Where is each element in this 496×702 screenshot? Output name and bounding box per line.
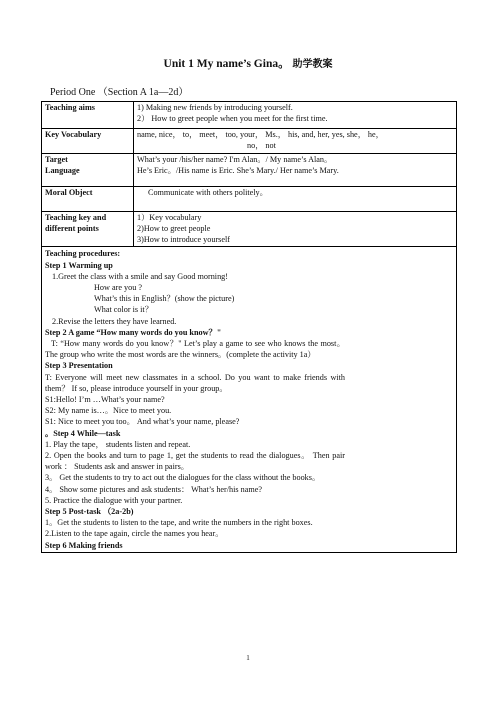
- title-main: Unit 1 My name’s Gina。: [163, 58, 290, 70]
- step-2-title: Step 2 A game “How many words do you know？": [45, 327, 222, 337]
- row-target-language: [42, 154, 457, 187]
- vocab-line: no， not: [247, 140, 276, 150]
- step-4-line: 2. Open the books and turn to page 1, get the students to read the dialogues。 Then pair work ： Students ask and answer in pairs。: [45, 451, 345, 472]
- lesson-plan-table: [41, 101, 457, 553]
- target-language-content: [134, 154, 457, 187]
- procedures-content: [42, 247, 457, 552]
- step-5-title: Step 5 Post-task （2a-2b): [45, 507, 134, 517]
- step-5-line: 2.Listen to the tape again, circle the names you hear。: [45, 529, 224, 539]
- step-4-title: 。Step 4 While—task: [45, 428, 121, 438]
- step-4-line: 4。 Show some pictures and ask students： What’s her/his name?: [45, 484, 263, 494]
- step-3-text: T: Everyone will meet new classmates in a school. Do you want to make friends with them？ If so, please introduce yourself in your group。: [45, 372, 345, 393]
- step-1-line: How are you ?: [94, 283, 142, 292]
- step-2-text: T: “How many words do you know？" Let’s play a game to see who knows the most。 The group who write the most words are the winners。(complete the activity 1a）: [45, 339, 345, 360]
- step-1-line: What’s this in English？(show the picture): [94, 294, 235, 304]
- step-4-line: 3。 Get the students to try to act out the dialogues for the class without the books。: [45, 473, 321, 483]
- page-number: 1: [246, 654, 250, 662]
- row-moral-object: [42, 187, 457, 212]
- target-line: What’s your /his/her name? I'm Alan。/ My name’s Alan。: [137, 155, 333, 164]
- label-line: Target: [45, 155, 68, 164]
- step-1-line: 2.Revise the letters they have learned.: [52, 316, 177, 326]
- step-1-line: What color is it？: [94, 305, 153, 315]
- row-key-vocabulary: [42, 129, 457, 154]
- key-point-line: 3)How to introduce yourself: [137, 234, 230, 244]
- label-moral-object: Moral Object: [42, 187, 134, 212]
- target-line: He’s Eric。/His name is Eric. She’s Mary./ Her name’s Mary.: [137, 165, 339, 175]
- step-1-line: 1.Greet the class with a smile and say Good morning!: [52, 271, 228, 281]
- key-point-line: 1）Key vocabulary: [137, 213, 202, 222]
- aim-line: 2） How to greet people when you meet for the first time.: [137, 113, 328, 123]
- step-6-title: Step 6 Making friends: [45, 540, 123, 550]
- step-1-title: Step 1 Warming up: [45, 260, 113, 270]
- row-teaching-aims: [42, 102, 457, 129]
- document-title: [0, 55, 496, 71]
- label-key-points: [42, 212, 134, 247]
- row-key-points: [42, 212, 457, 247]
- step-3-dialogue-line: S2: My name is…。Nice to meet you.: [45, 406, 172, 416]
- label-line: Language: [45, 165, 80, 175]
- label-key-vocabulary: Key Vocabulary: [42, 129, 134, 154]
- title-cn: 助学教案: [292, 59, 333, 70]
- row-procedures: [42, 247, 457, 552]
- aim-line: 1) Making new friends by introducing yourself.: [137, 103, 293, 112]
- key-points-content: [134, 212, 457, 247]
- step-4-line: 1. Play the tape， students listen and repeat.: [45, 439, 191, 449]
- step-5-line: 1。Get the students to listen to the tape, and write the numbers in the right boxes.: [45, 518, 313, 528]
- period-heading: Period One （Section A 1a—2d）: [50, 87, 189, 98]
- teaching-aims-content: [134, 102, 457, 129]
- vocab-line: name, nice， to， meet， too, your， Ms.， his, and, her, yes, she， he，: [137, 130, 384, 139]
- label-line: different points: [45, 223, 99, 233]
- label-target-language: [42, 154, 134, 187]
- label-teaching-aims: Teaching aims: [42, 102, 134, 129]
- procedures-heading: Teaching procedures:: [45, 249, 121, 259]
- key-point-line: 2)How to greet people: [137, 223, 211, 233]
- step-3-dialogue-line: S1: Nice to meet you too。 And what’s your name, please?: [45, 417, 240, 427]
- step-3-dialogue-line: S1:Hello! I’m …What’s your name?: [45, 395, 165, 405]
- step-4-line: 5. Practice the dialogue with your partner.: [45, 495, 183, 505]
- key-vocabulary-content: [134, 129, 457, 154]
- label-line: Teaching key and: [45, 213, 107, 222]
- step-3-title: Step 3 Presentation: [45, 361, 113, 371]
- moral-object-content: Communicate with others politely。: [134, 187, 457, 212]
